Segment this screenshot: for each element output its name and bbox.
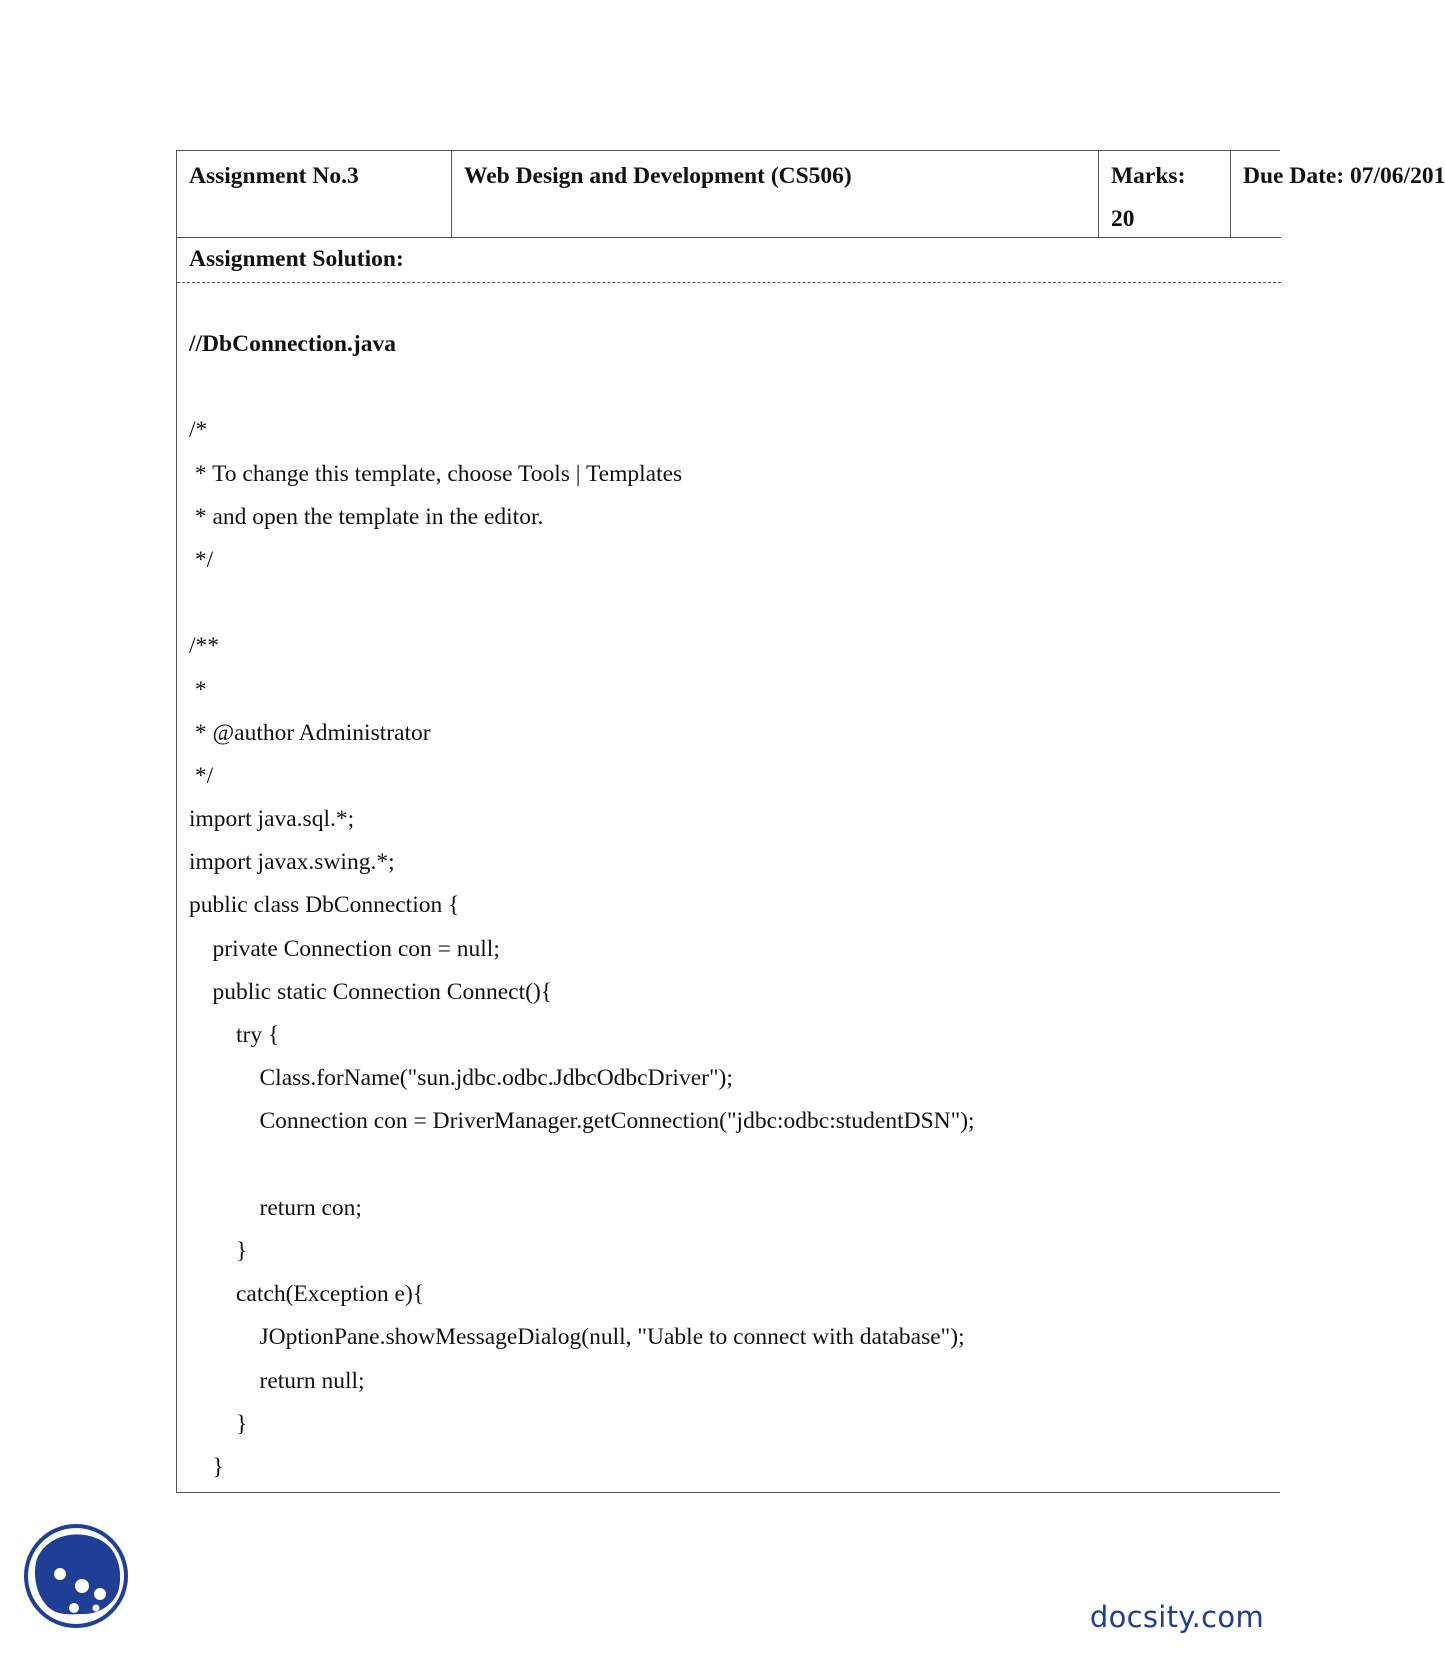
code-line: private Connection con = null; xyxy=(189,935,500,962)
code-line: } xyxy=(189,1237,248,1264)
course-title-cell xyxy=(452,151,1099,237)
code-line: public class DbConnection { xyxy=(189,892,460,919)
code-line: return con; xyxy=(189,1194,362,1221)
code-listing xyxy=(189,323,1269,1489)
dashed-divider xyxy=(177,282,1281,283)
code-line xyxy=(189,1144,1269,1187)
due-date-cell xyxy=(1231,151,1445,237)
code-line: */ xyxy=(189,762,214,789)
code-line: * @author Administrator xyxy=(189,719,431,746)
code-line xyxy=(189,366,1269,409)
assignment-number-cell xyxy=(177,151,452,237)
due-date: Due Date: 07/06/201 xyxy=(1243,163,1445,189)
code-line: import java.sql.*; xyxy=(189,806,355,833)
marks-label: Marks: xyxy=(1111,163,1186,189)
code-line: * xyxy=(189,676,207,703)
code-line: Connection con = DriverManager.getConnection("jdbc:odbc:studentDSN"); xyxy=(189,1108,975,1135)
code-line: JOptionPane.showMessageDialog(null, "Uable to connect with database"); xyxy=(189,1324,965,1351)
code-line: * and open the template in the editor. xyxy=(189,503,544,530)
code-line: return null; xyxy=(189,1367,365,1394)
code-line: try { xyxy=(189,1022,280,1048)
code-line: /** xyxy=(189,633,220,660)
marks-cell xyxy=(1099,151,1231,237)
assignment-document-frame xyxy=(176,150,1445,1493)
course-title: Web Design and Development (CS506) xyxy=(464,163,852,189)
assignment-number: Assignment No.3 xyxy=(189,163,359,189)
docsity-logo-icon xyxy=(22,1522,130,1630)
code-line xyxy=(189,582,1269,625)
code-line: catch(Exception e){ xyxy=(189,1281,425,1308)
code-line: /* xyxy=(189,417,208,444)
code-line: Class.forName("sun.jdbc.odbc.JdbcOdbcDriver"); xyxy=(189,1065,733,1092)
code-line: public static Connection Connect(){ xyxy=(189,978,553,1005)
assignment-header-row xyxy=(177,151,1445,238)
docsity-brand-text[interactable]: docsity.com xyxy=(1089,1600,1264,1634)
code-line: import javax.swing.*; xyxy=(189,849,395,876)
code-line: } xyxy=(189,1410,248,1437)
code-line: */ xyxy=(189,546,214,573)
code-line: } xyxy=(189,1453,224,1480)
code-line: * To change this template, choose Tools | Templates xyxy=(189,460,683,487)
code-line: //DbConnection.java xyxy=(189,331,396,357)
marks-value: 20 xyxy=(1111,206,1135,232)
solution-heading: Assignment Solution: xyxy=(189,246,404,272)
